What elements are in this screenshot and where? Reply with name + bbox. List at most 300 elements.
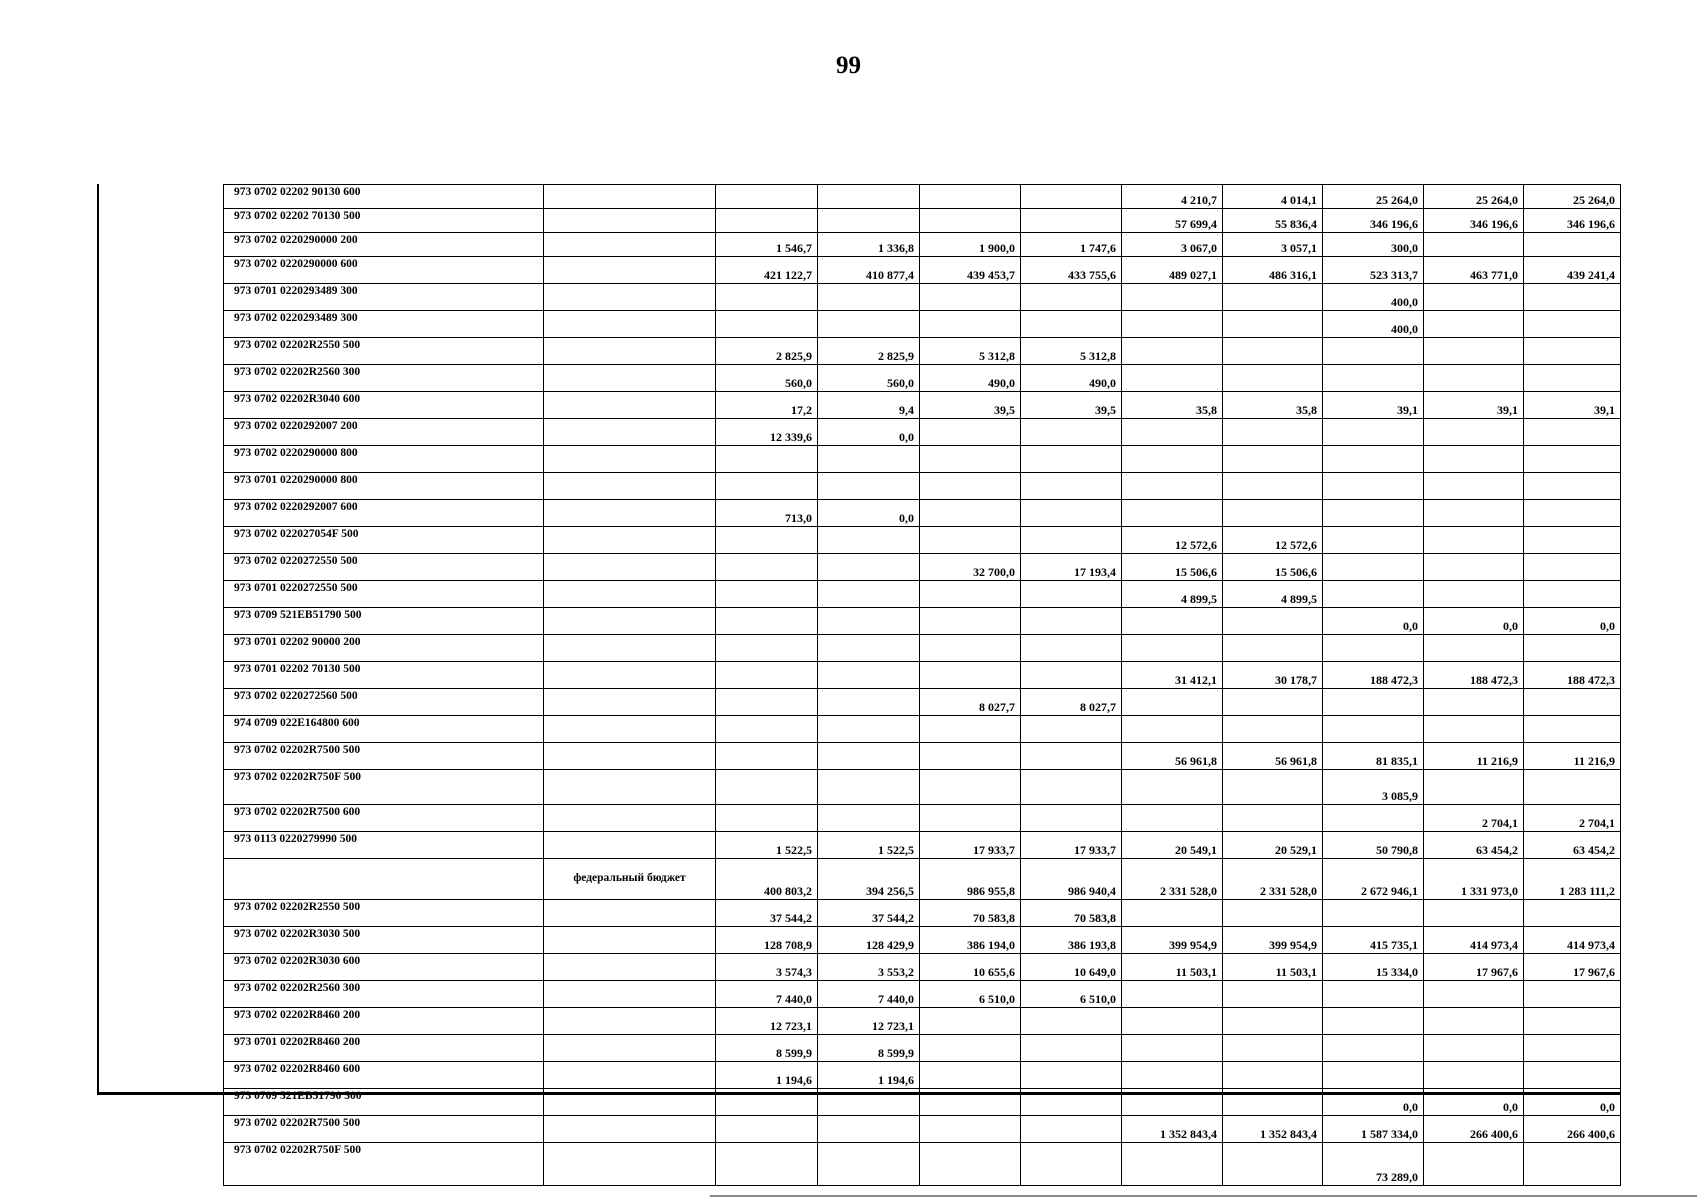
value-cell: 73 289,0 (1323, 1143, 1424, 1186)
value-cell (1021, 419, 1122, 446)
value-cell: 15 506,6 (1223, 554, 1323, 581)
value-cell (1424, 900, 1524, 927)
value-cell: 17 933,7 (920, 832, 1021, 859)
value-cell (1021, 311, 1122, 338)
value-cell: 20 529,1 (1223, 832, 1323, 859)
value-cell: 2 331 528,0 (1122, 859, 1223, 900)
table-row (224, 900, 1621, 927)
funding-source-cell (544, 473, 716, 500)
value-cell: 2 825,9 (818, 338, 920, 365)
value-cell (1223, 284, 1323, 311)
value-cell (1122, 311, 1223, 338)
value-cell (1323, 500, 1424, 527)
funding-source-cell (544, 743, 716, 770)
value-cell (818, 554, 920, 581)
value-cell (1323, 689, 1424, 716)
funding-source-cell (544, 805, 716, 832)
funding-source-cell (544, 954, 716, 981)
value-cell: 439 241,4 (1524, 257, 1621, 284)
funding-source-cell (544, 900, 716, 927)
value-cell: 346 196,6 (1323, 209, 1424, 233)
value-cell: 8 599,9 (716, 1035, 818, 1062)
funding-source-cell (544, 1143, 716, 1186)
table-row (224, 500, 1621, 527)
value-cell: 713,0 (716, 500, 818, 527)
value-cell (818, 284, 920, 311)
value-cell (1424, 716, 1524, 743)
value-cell (920, 1062, 1021, 1089)
value-cell: 81 835,1 (1323, 743, 1424, 770)
value-cell (716, 1089, 818, 1116)
value-cell: 1 352 843,4 (1122, 1116, 1223, 1143)
value-cell (920, 716, 1021, 743)
budget-code-cell: 973 0702 02202R2560 300 (224, 365, 544, 392)
value-cell (1021, 527, 1122, 554)
value-cell: 414 973,4 (1424, 927, 1524, 954)
value-cell: 70 583,8 (1021, 900, 1122, 927)
value-cell (818, 716, 920, 743)
value-cell (1424, 635, 1524, 662)
budget-code-cell: 973 0702 02202R750F 500 (224, 1143, 544, 1186)
value-cell: 17,2 (716, 392, 818, 419)
table-row (224, 419, 1621, 446)
value-cell (1021, 1062, 1122, 1089)
value-cell (1323, 981, 1424, 1008)
value-cell (1524, 635, 1621, 662)
funding-source-cell (544, 608, 716, 635)
value-cell: 415 735,1 (1323, 927, 1424, 954)
value-cell (1021, 662, 1122, 689)
value-cell (1021, 1143, 1122, 1186)
value-cell (1323, 1035, 1424, 1062)
value-cell (1021, 284, 1122, 311)
value-cell: 188 472,3 (1323, 662, 1424, 689)
table-row (224, 608, 1621, 635)
value-cell (716, 662, 818, 689)
value-cell (1323, 446, 1424, 473)
value-cell (1223, 770, 1323, 805)
value-cell: 3 553,2 (818, 954, 920, 981)
value-cell: 35,8 (1223, 392, 1323, 419)
table-row (224, 581, 1621, 608)
value-cell (716, 209, 818, 233)
value-cell: 523 313,7 (1323, 257, 1424, 284)
budget-code-cell: 973 0702 02202R750F 500 (224, 770, 544, 805)
value-cell (1021, 770, 1122, 805)
value-cell (1424, 311, 1524, 338)
value-cell: 346 196,6 (1524, 209, 1621, 233)
funding-source-cell (544, 554, 716, 581)
value-cell (920, 581, 1021, 608)
value-cell (716, 473, 818, 500)
value-cell: 421 122,7 (716, 257, 818, 284)
budget-code-cell: 973 0702 02202R3030 600 (224, 954, 544, 981)
budget-code-cell: 973 0702 0220272550 500 (224, 554, 544, 581)
value-cell (1021, 209, 1122, 233)
table-row (224, 689, 1621, 716)
value-cell: 1 194,6 (818, 1062, 920, 1089)
funding-source-cell (544, 185, 716, 209)
value-cell: 1 194,6 (716, 1062, 818, 1089)
value-cell (1122, 1035, 1223, 1062)
funding-source-cell (544, 500, 716, 527)
value-cell: 32 700,0 (920, 554, 1021, 581)
value-cell: 0,0 (1323, 1089, 1424, 1116)
value-cell: 10 649,0 (1021, 954, 1122, 981)
value-cell (1021, 581, 1122, 608)
value-cell (1122, 716, 1223, 743)
value-cell (1021, 185, 1122, 209)
value-cell (1323, 581, 1424, 608)
value-cell: 399 954,9 (1122, 927, 1223, 954)
value-cell (716, 1116, 818, 1143)
value-cell (1223, 900, 1323, 927)
value-cell: 2 672 946,1 (1323, 859, 1424, 900)
value-cell (920, 209, 1021, 233)
value-cell: 0,0 (1424, 608, 1524, 635)
funding-source-cell (544, 527, 716, 554)
table-row (224, 527, 1621, 554)
value-cell (920, 770, 1021, 805)
value-cell (818, 1116, 920, 1143)
value-cell (1223, 608, 1323, 635)
value-cell (920, 743, 1021, 770)
value-cell: 39,1 (1323, 392, 1424, 419)
value-cell (1223, 1062, 1323, 1089)
funding-source-cell: федеральный бюджет (544, 859, 716, 900)
value-cell: 25 264,0 (1524, 185, 1621, 209)
value-cell (920, 1089, 1021, 1116)
value-cell: 57 699,4 (1122, 209, 1223, 233)
value-cell: 1 546,7 (716, 233, 818, 257)
value-cell: 0,0 (818, 419, 920, 446)
value-cell (1021, 635, 1122, 662)
value-cell (920, 1035, 1021, 1062)
value-cell (1524, 1143, 1621, 1186)
table-row (224, 446, 1621, 473)
funding-source-cell (544, 927, 716, 954)
table-row (224, 185, 1621, 209)
value-cell (1122, 981, 1223, 1008)
value-cell (818, 743, 920, 770)
budget-code-cell: 973 0113 0220279990 500 (224, 832, 544, 859)
value-cell (1323, 365, 1424, 392)
value-cell (716, 689, 818, 716)
table-row (224, 473, 1621, 500)
value-cell: 346 196,6 (1424, 209, 1524, 233)
value-cell (920, 419, 1021, 446)
value-cell (716, 635, 818, 662)
value-cell (1524, 1062, 1621, 1089)
value-cell (1223, 1143, 1323, 1186)
budget-code-cell: 973 0702 02202R2550 500 (224, 338, 544, 365)
value-cell (920, 1116, 1021, 1143)
value-cell: 986 940,4 (1021, 859, 1122, 900)
value-cell (1524, 981, 1621, 1008)
value-cell: 55 836,4 (1223, 209, 1323, 233)
value-cell (1424, 419, 1524, 446)
value-cell (1524, 900, 1621, 927)
value-cell (1524, 1008, 1621, 1035)
value-cell: 1 283 111,2 (1524, 859, 1621, 900)
value-cell (1524, 581, 1621, 608)
table-row (224, 832, 1621, 859)
table-row (224, 1035, 1621, 1062)
value-cell (1223, 446, 1323, 473)
value-cell (1223, 365, 1323, 392)
value-cell: 300,0 (1323, 233, 1424, 257)
value-cell (1122, 284, 1223, 311)
value-cell: 11 503,1 (1223, 954, 1323, 981)
table-row (224, 365, 1621, 392)
value-cell: 439 453,7 (920, 257, 1021, 284)
value-cell: 7 440,0 (818, 981, 920, 1008)
funding-source-cell (544, 1062, 716, 1089)
value-cell: 0,0 (818, 500, 920, 527)
value-cell (1021, 1089, 1122, 1116)
value-cell: 17 967,6 (1424, 954, 1524, 981)
value-cell (1323, 716, 1424, 743)
value-cell: 39,5 (920, 392, 1021, 419)
budget-code-cell: 973 0702 022027054F 500 (224, 527, 544, 554)
value-cell (1323, 419, 1424, 446)
table-row (224, 392, 1621, 419)
funding-source-cell (544, 257, 716, 284)
table-row (224, 662, 1621, 689)
value-cell: 4 210,7 (1122, 185, 1223, 209)
value-cell (1424, 446, 1524, 473)
value-cell (818, 185, 920, 209)
value-cell (818, 662, 920, 689)
value-cell (818, 446, 920, 473)
table-row (224, 284, 1621, 311)
value-cell (1122, 419, 1223, 446)
value-cell (1122, 338, 1223, 365)
table-row (224, 635, 1621, 662)
value-cell (716, 185, 818, 209)
funding-source-cell (544, 209, 716, 233)
value-cell (1223, 1008, 1323, 1035)
value-cell: 10 655,6 (920, 954, 1021, 981)
value-cell: 56 961,8 (1223, 743, 1323, 770)
value-cell (1424, 233, 1524, 257)
budget-code-cell: 973 0702 0220290000 800 (224, 446, 544, 473)
value-cell (1524, 365, 1621, 392)
value-cell: 0,0 (1524, 608, 1621, 635)
value-cell (1122, 805, 1223, 832)
value-cell: 266 400,6 (1424, 1116, 1524, 1143)
funding-source-cell (544, 392, 716, 419)
table-row (224, 1143, 1621, 1186)
value-cell: 39,5 (1021, 392, 1122, 419)
value-cell (1323, 1062, 1424, 1089)
funding-source-cell (544, 1089, 716, 1116)
value-cell (716, 311, 818, 338)
value-cell (1524, 233, 1621, 257)
value-cell (1021, 446, 1122, 473)
value-cell (716, 743, 818, 770)
value-cell (1021, 1116, 1122, 1143)
value-cell (1524, 500, 1621, 527)
value-cell: 560,0 (818, 365, 920, 392)
value-cell (1122, 500, 1223, 527)
budget-code-cell: 973 0702 02202R2550 500 (224, 900, 544, 927)
value-cell: 8 027,7 (920, 689, 1021, 716)
value-cell: 4 014,1 (1223, 185, 1323, 209)
value-cell: 2 825,9 (716, 338, 818, 365)
value-cell (1323, 635, 1424, 662)
value-cell (1021, 805, 1122, 832)
budget-code-cell: 973 0702 02202R7500 600 (224, 805, 544, 832)
value-cell: 3 067,0 (1122, 233, 1223, 257)
value-cell: 12 723,1 (716, 1008, 818, 1035)
budget-code-cell: 973 0702 02202R8460 200 (224, 1008, 544, 1035)
value-cell: 11 503,1 (1122, 954, 1223, 981)
table-row (224, 954, 1621, 981)
value-cell (1223, 716, 1323, 743)
value-cell (716, 446, 818, 473)
value-cell (1223, 805, 1323, 832)
value-cell (1021, 1008, 1122, 1035)
value-cell: 386 194,0 (920, 927, 1021, 954)
value-cell (1424, 365, 1524, 392)
table-row (224, 770, 1621, 805)
value-cell (920, 662, 1021, 689)
value-cell (1424, 338, 1524, 365)
funding-source-cell (544, 1035, 716, 1062)
table-row (224, 859, 1621, 900)
value-cell: 6 510,0 (1021, 981, 1122, 1008)
value-cell: 4 899,5 (1122, 581, 1223, 608)
value-cell (716, 770, 818, 805)
value-cell: 35,8 (1122, 392, 1223, 419)
value-cell: 2 704,1 (1424, 805, 1524, 832)
value-cell (1524, 770, 1621, 805)
value-cell: 3 057,1 (1223, 233, 1323, 257)
value-cell (1424, 473, 1524, 500)
value-cell (1524, 689, 1621, 716)
value-cell (920, 1143, 1021, 1186)
value-cell (1424, 554, 1524, 581)
value-cell (1122, 689, 1223, 716)
value-cell (1122, 473, 1223, 500)
value-cell (818, 581, 920, 608)
value-cell (1424, 1008, 1524, 1035)
table-row (224, 981, 1621, 1008)
funding-source-cell (544, 662, 716, 689)
value-cell (716, 716, 818, 743)
value-cell: 25 264,0 (1323, 185, 1424, 209)
value-cell: 63 454,2 (1524, 832, 1621, 859)
value-cell (920, 608, 1021, 635)
table-row (224, 743, 1621, 770)
value-cell (920, 185, 1021, 209)
value-cell: 399 954,9 (1223, 927, 1323, 954)
value-cell: 39,1 (1424, 392, 1524, 419)
value-cell (1122, 446, 1223, 473)
value-cell (716, 284, 818, 311)
table-row (224, 1008, 1621, 1035)
value-cell (1122, 900, 1223, 927)
funding-source-cell (544, 284, 716, 311)
value-cell: 188 472,3 (1424, 662, 1524, 689)
funding-source-cell (544, 635, 716, 662)
budget-code-cell: 973 0702 0220290000 200 (224, 233, 544, 257)
value-cell (1223, 338, 1323, 365)
value-cell (1424, 1035, 1524, 1062)
budget-code-cell: 973 0701 02202R8460 200 (224, 1035, 544, 1062)
value-cell: 20 549,1 (1122, 832, 1223, 859)
value-cell (1323, 473, 1424, 500)
value-cell: 1 522,5 (818, 832, 920, 859)
value-cell: 63 454,2 (1424, 832, 1524, 859)
budget-code-cell: 974 0709 022E164800 600 (224, 716, 544, 743)
budget-code-cell: 973 0702 02202R7500 500 (224, 1116, 544, 1143)
value-cell: 39,1 (1524, 392, 1621, 419)
value-cell (818, 770, 920, 805)
value-cell: 489 027,1 (1122, 257, 1223, 284)
value-cell (1021, 743, 1122, 770)
table-row (224, 554, 1621, 581)
value-cell (818, 635, 920, 662)
value-cell (1524, 311, 1621, 338)
value-cell (1524, 716, 1621, 743)
value-cell (1424, 1062, 1524, 1089)
value-cell (1524, 554, 1621, 581)
value-cell (716, 527, 818, 554)
value-cell (1122, 1143, 1223, 1186)
value-cell (1021, 473, 1122, 500)
value-cell (1223, 689, 1323, 716)
value-cell (920, 311, 1021, 338)
value-cell: 128 429,9 (818, 927, 920, 954)
value-cell: 394 256,5 (818, 859, 920, 900)
budget-code-cell: 973 0701 02202 90000 200 (224, 635, 544, 662)
value-cell (1424, 527, 1524, 554)
value-cell (1223, 981, 1323, 1008)
value-cell (716, 581, 818, 608)
value-cell (1021, 716, 1122, 743)
value-cell: 1 352 843,4 (1223, 1116, 1323, 1143)
value-cell: 386 193,8 (1021, 927, 1122, 954)
budget-code-cell: 973 0701 02202 70130 500 (224, 662, 544, 689)
value-cell (1424, 284, 1524, 311)
budget-code-cell: 973 0702 0220290000 600 (224, 257, 544, 284)
table-row (224, 1116, 1621, 1143)
value-cell: 1 522,5 (716, 832, 818, 859)
value-cell: 188 472,3 (1524, 662, 1621, 689)
value-cell (1021, 1035, 1122, 1062)
funding-source-cell (544, 689, 716, 716)
value-cell: 3 574,3 (716, 954, 818, 981)
value-cell (1524, 338, 1621, 365)
value-cell: 17 933,7 (1021, 832, 1122, 859)
value-cell: 17 967,6 (1524, 954, 1621, 981)
value-cell: 12 572,6 (1122, 527, 1223, 554)
value-cell: 433 755,6 (1021, 257, 1122, 284)
budget-code-cell (224, 859, 544, 900)
value-cell (920, 1008, 1021, 1035)
value-cell: 7 440,0 (716, 981, 818, 1008)
value-cell (1122, 365, 1223, 392)
value-cell: 8 599,9 (818, 1035, 920, 1062)
value-cell: 266 400,6 (1524, 1116, 1621, 1143)
funding-source-cell (544, 446, 716, 473)
value-cell (818, 311, 920, 338)
value-cell (818, 1089, 920, 1116)
value-cell (1122, 1062, 1223, 1089)
value-cell (1323, 338, 1424, 365)
